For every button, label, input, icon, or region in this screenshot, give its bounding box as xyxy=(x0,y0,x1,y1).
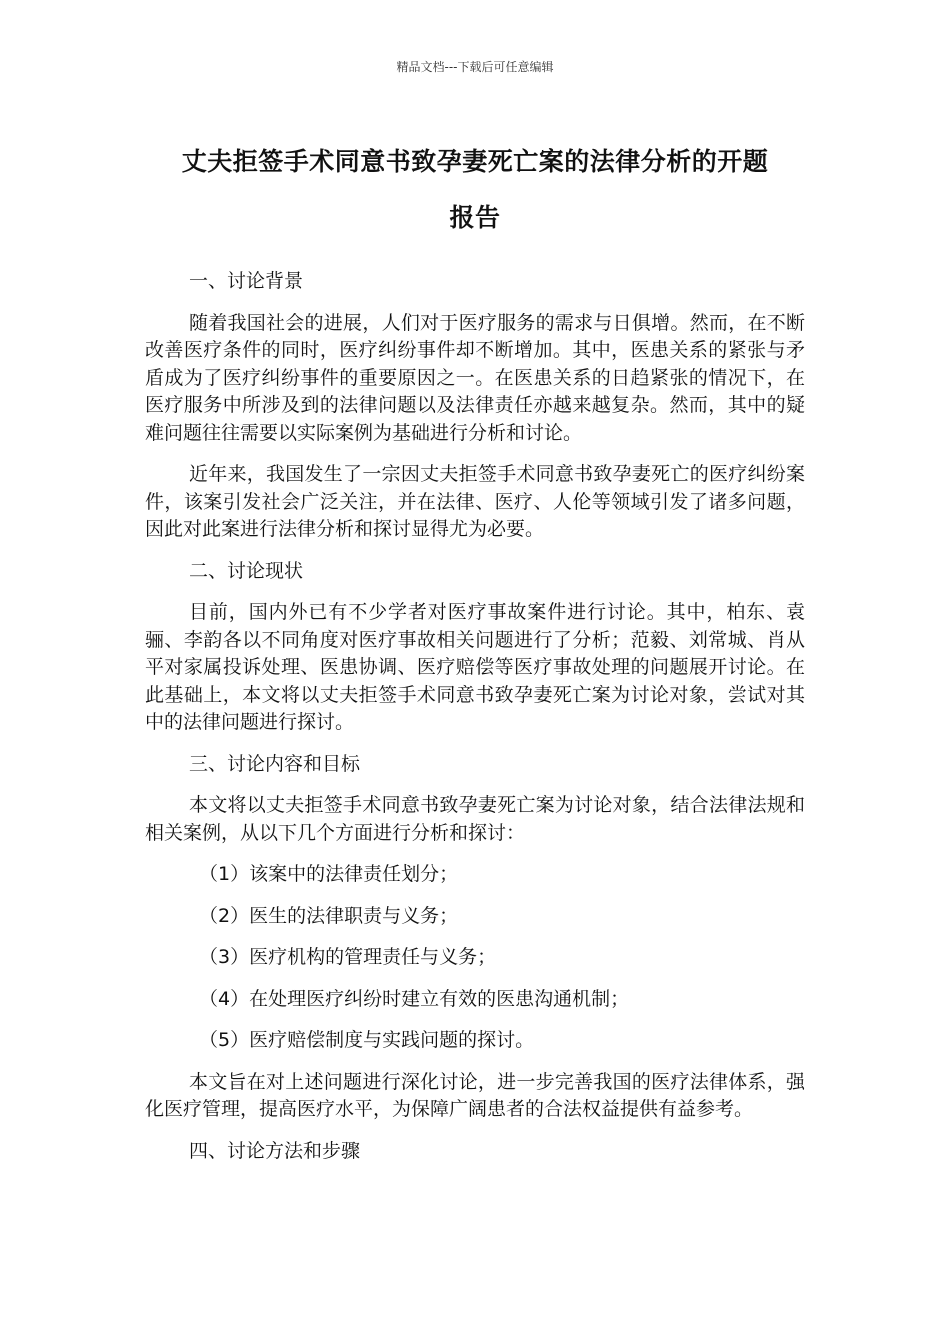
section-heading-4: 四、讨论方法和步骤 xyxy=(189,1139,361,1162)
document-body xyxy=(145,268,805,1179)
section-heading-2: 二、讨论现状 xyxy=(189,559,304,582)
title-line-1: 丈夫拒签手术同意书致孕妻死亡案的法律分析的开题 xyxy=(181,147,769,176)
header-note: 精品文档---下载后可任意编辑 xyxy=(396,60,554,74)
list-item: （5）医疗赔偿制度与实践问题的探讨。 xyxy=(199,1029,535,1051)
list-item: （1）该案中的法律责任划分； xyxy=(199,863,459,885)
paragraph: 本文将以丈夫拒签手术同意书致孕妻死亡案为讨论对象，结合法律法规和相关案例，从以下几个方面进行分析和探讨： xyxy=(145,794,805,844)
section-heading-3: 三、讨论内容和目标 xyxy=(189,752,361,775)
paragraph: 随着我国社会的进展，人们对于医疗服务的需求与日俱增。然而，在不断改善医疗条件的同时，医疗纠纷事件却不断增加。其中，医患关系的紧张与矛盾成为了医疗纠纷事件的重要原因之一。在医患关系的日趋紧张的情况下，在医疗服务中所涉及到的法律问题以及法律责任亦越来越复杂。然而，其中的疑难问题往往需要以实际案例为基础进行分析和讨论。 xyxy=(145,311,805,444)
paragraph: 近年来，我国发生了一宗因丈夫拒签手术同意书致孕妻死亡的医疗纠纷案件，该案引发社会广泛关注，并在法律、医疗、人伦等领域引发了诸多问题，因此对此案进行法律分析和探讨显得尤为必要。 xyxy=(145,463,805,540)
title-line-2: 报告 xyxy=(449,203,501,232)
paragraph: 本文旨在对上述问题进行深化讨论，进一步完善我国的医疗法律体系，强化医疗管理，提高医疗水平，为保障广阔患者的合法权益提供有益参考。 xyxy=(145,1070,805,1120)
list-item: （4）在处理医疗纠纷时建立有效的医患沟通机制； xyxy=(199,987,630,1010)
paragraph: 目前，国内外已有不少学者对医疗事故案件进行讨论。其中，柏东、袁骊、李韵各以不同角度对医疗事故相关问题进行了分析；范毅、刘常城、肖从平对家属投诉处理、医患协调、医疗赔偿等医疗事故处理的问题展开讨论。在此基础上，本文将以丈夫拒签手术同意书致孕妻死亡案为讨论对象，尝试对其中的法律问题进行探讨。 xyxy=(145,601,805,733)
list-item: （2）医生的法律职责与义务； xyxy=(199,904,459,927)
section-heading-1: 一、讨论背景 xyxy=(189,270,304,292)
list-item: （3）医疗机构的管理责任与义务； xyxy=(199,946,497,968)
document-title xyxy=(140,134,810,246)
